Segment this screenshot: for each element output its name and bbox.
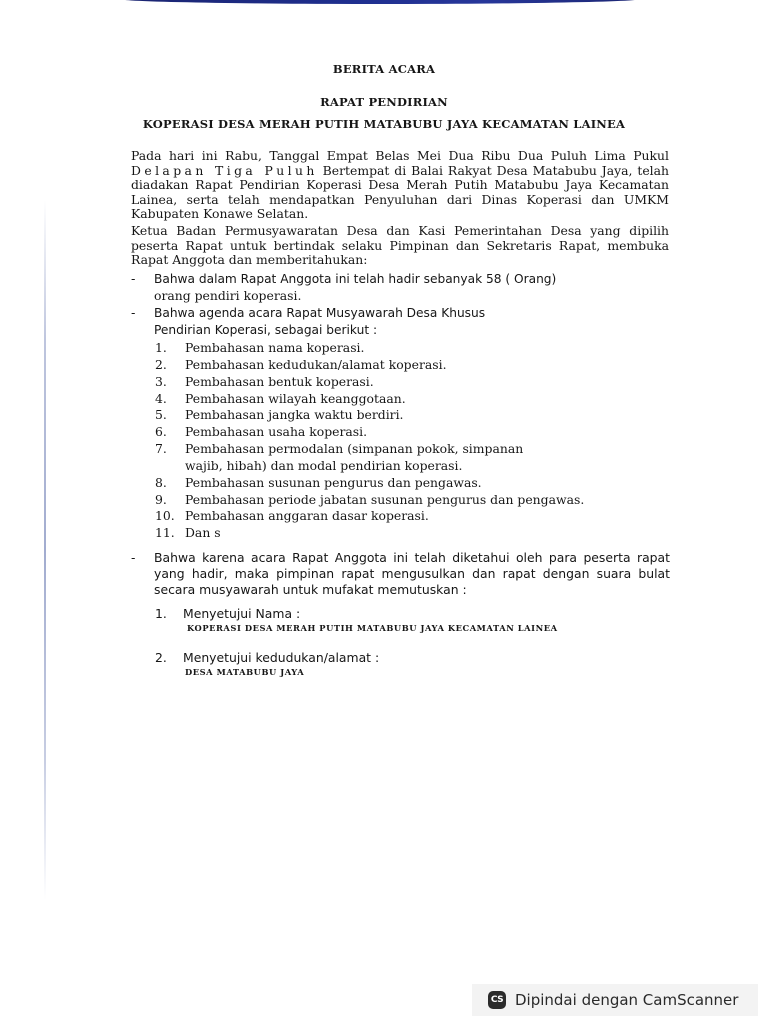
item-text: Pembahasan jangka waktu berdiri. [185, 407, 404, 423]
item-text: Pembahasan wilayah keanggotaan. [185, 390, 406, 406]
item-text: Pembahasan usaha koperasi. [185, 424, 368, 440]
decision-value: DESA MATABUBU JAYA [185, 667, 305, 677]
item-text: Pembahasan bentuk koperasi. [185, 373, 374, 389]
list-item [155, 424, 635, 441]
list-item [155, 407, 635, 424]
attendance-bullet [131, 271, 671, 305]
agenda-continuation: Pendirian Koperasi, sebagai berikut : [154, 322, 378, 337]
list-item [155, 340, 635, 357]
list-item [155, 391, 635, 408]
opening-time-spaced: Delapan Tiga Puluh [131, 162, 318, 178]
camscanner-text: Dipindai dengan CamScanner [515, 991, 739, 1009]
item-number: 1. [155, 340, 167, 355]
attendance-continuation: orang pendiri koperasi. [154, 287, 302, 303]
decision-value: KOPERASI DESA MERAH PUTIH MATABUBU JAYA KECAMATAN LAINEA [187, 623, 558, 633]
document-title: BERITA ACARA [332, 62, 436, 76]
decision-intro-text: Bahwa karena acara Rapat Anggota ini telah diketahui oleh para peserta rapat yang hadir, maka pimpinan rapat mengusulkan dan rapat dengan suara bulat secara musyawarah untuk mufakat memutuskan : [154, 550, 670, 598]
item-number: 4. [155, 390, 167, 406]
decision-number: 1. [155, 606, 167, 621]
item-number: 2. [155, 356, 167, 372]
decision-name [155, 606, 655, 633]
item-number: 3. [155, 373, 167, 389]
decision-label: Menyetujui Nama : [183, 606, 301, 621]
agenda-list [155, 340, 635, 542]
item-text: Dan s [185, 525, 221, 541]
document-subtitle: RAPAT PENDIRIAN [320, 95, 448, 109]
camscanner-logo-icon: CS [488, 991, 506, 1009]
item-number: 6. [155, 424, 167, 440]
item-number: 11. [155, 525, 175, 541]
item-number: 10. [155, 508, 175, 524]
item-number: 8. [155, 474, 167, 490]
item-text: Pembahasan anggaran dasar koperasi. [185, 508, 429, 524]
agenda-text: Bahwa agenda acara Rapat Musyawarah Desa Khusus [154, 306, 486, 320]
item-text: Pembahasan periode jabatan susunan pengurus dan pengawas. [185, 491, 585, 507]
list-item [155, 525, 635, 542]
bullet-dash: - [131, 551, 136, 565]
decision-number: 2. [155, 650, 167, 665]
list-item [155, 492, 635, 509]
item-text: Pembahasan permodalan (simpanan pokok, simpanan wajib, hibah) dan modal pendirian koperasi. [185, 441, 524, 473]
item-text: Pembahasan nama koperasi. [185, 340, 365, 355]
item-number: 9. [155, 491, 167, 507]
list-item [155, 508, 635, 525]
list-item [155, 374, 635, 391]
opening-paragraph [131, 149, 669, 222]
decision-address [155, 650, 655, 677]
item-number: 7. [155, 441, 167, 457]
bullet-dash: - [131, 272, 136, 286]
opening-line-1: Pada hari ini Rabu, Tanggal Empat Belas Mei Dua Ribu Dua Puluh Lima Pukul [131, 148, 669, 163]
agenda-bullet [131, 305, 671, 339]
item-text: Pembahasan susunan pengurus dan pengawas. [185, 474, 482, 490]
list-item [155, 475, 635, 492]
list-item [155, 357, 635, 374]
decision-label: Menyetujui kedudukan/alamat : [183, 650, 380, 665]
decision-bullet [131, 550, 671, 599]
camscanner-watermark [472, 984, 758, 1016]
item-text: Pembahasan kedudukan/alamat koperasi. [185, 356, 447, 372]
organization-heading: KOPERASI DESA MERAH PUTIH MATABUBU JAYA KECAMATAN LAINEA [142, 117, 626, 131]
opening-rest: Bertempat di Balai Rakyat Desa Matabubu Jaya, telah diadakan Rapat Pendirian Koperasi Desa Merah Putih Matabubu Jaya Kecamatan Lainea, serta telah mendapatkan Penyuluhan dari Dinas Koperasi dan UMKM Kabupaten Konawe Selatan. [131, 162, 670, 222]
leadership-paragraph: Ketua Badan Permusyawaratan Desa dan Kasi Pemerintahan Desa yang dipilih peserta Rapat untuk bertindak selaku Pimpinan dan Sekretaris Rapat, membuka Rapat Anggota dan memberitahukan: [131, 223, 669, 268]
item-number: 5. [155, 407, 167, 423]
attendance-text: Bahwa dalam Rapat Anggota ini telah hadir sebanyak 58 ( Orang) [154, 272, 557, 286]
bullet-dash: - [131, 306, 136, 320]
list-item [155, 441, 635, 475]
